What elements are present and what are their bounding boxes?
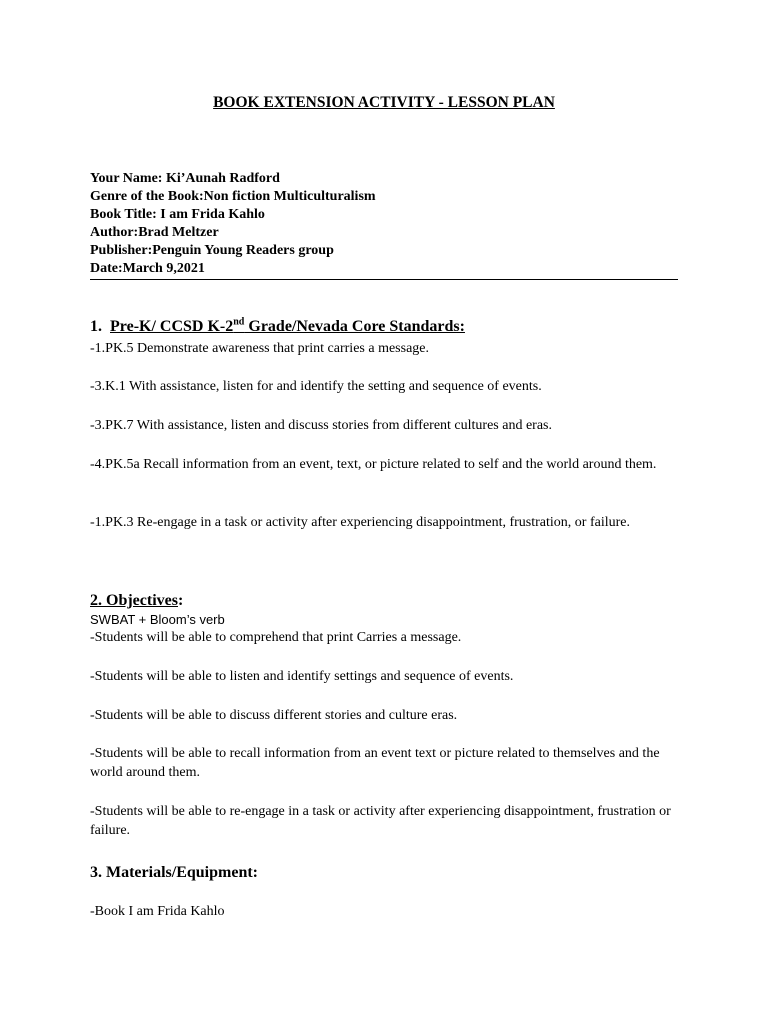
objective-item: -Students will be able to discuss different stories and culture eras. <box>90 708 458 723</box>
objective-item: -Students will be able to listen and identify settings and sequence of events. <box>90 669 514 684</box>
date-line: Date:March 9,2021 <box>90 261 205 276</box>
name-line: Your Name: Ki’Aunah Radford <box>90 171 280 186</box>
standard-item: -1.PK.5 Demonstrate awareness that print carries a message. <box>90 341 429 356</box>
author-line: Author:Brad Meltzer <box>90 225 219 240</box>
section-1-number: 1. <box>90 318 102 335</box>
document-title: BOOK EXTENSION ACTIVITY - LESSON PLAN <box>213 94 555 111</box>
objective-item: -Students will be able to recall information from an event text or picture related to themselves and the world around them. <box>90 746 660 780</box>
standard-item: -4.PK.5a Recall information from an event, text, or picture related to self and the world around them. <box>90 457 657 472</box>
standard-item: -1.PK.3 Re-engage in a task or activity after experiencing disappointment, frustration, or failure. <box>90 515 630 530</box>
book-title-line: Book Title: I am Frida Kahlo <box>90 207 265 222</box>
objective-item: -Students will be able to comprehend that print Carries a message. <box>90 630 462 645</box>
standard-item: -3.K.1 With assistance, listen for and identify the setting and sequence of events. <box>90 379 542 394</box>
section-2-title: 2. Objectives <box>90 592 178 609</box>
info-block <box>90 170 376 278</box>
material-item: -Book I am Frida Kahlo <box>90 904 225 919</box>
standard-item: -3.PK.7 With assistance, listen and discuss stories from different cultures and eras. <box>90 418 552 433</box>
objective-item: -Students will be able to re-engage in a task or activity after experiencing disappointment, frustration or failure. <box>90 804 671 838</box>
section-2-subheading: SWBAT + Bloom’s verb <box>90 612 225 627</box>
horizontal-rule <box>90 279 678 280</box>
genre-line: Genre of the Book:Non fiction Multiculturalism <box>90 189 376 204</box>
publisher-line: Publisher:Penguin Young Readers group <box>90 243 334 258</box>
section-3-heading: 3. Materials/Equipment: <box>90 864 258 881</box>
section-1-title: Pre-K/ CCSD K-2nd Grade/Nevada Core Standards: <box>110 316 465 335</box>
section-1-heading <box>90 318 465 336</box>
section-2-heading: 2. Objectives: <box>90 592 184 609</box>
